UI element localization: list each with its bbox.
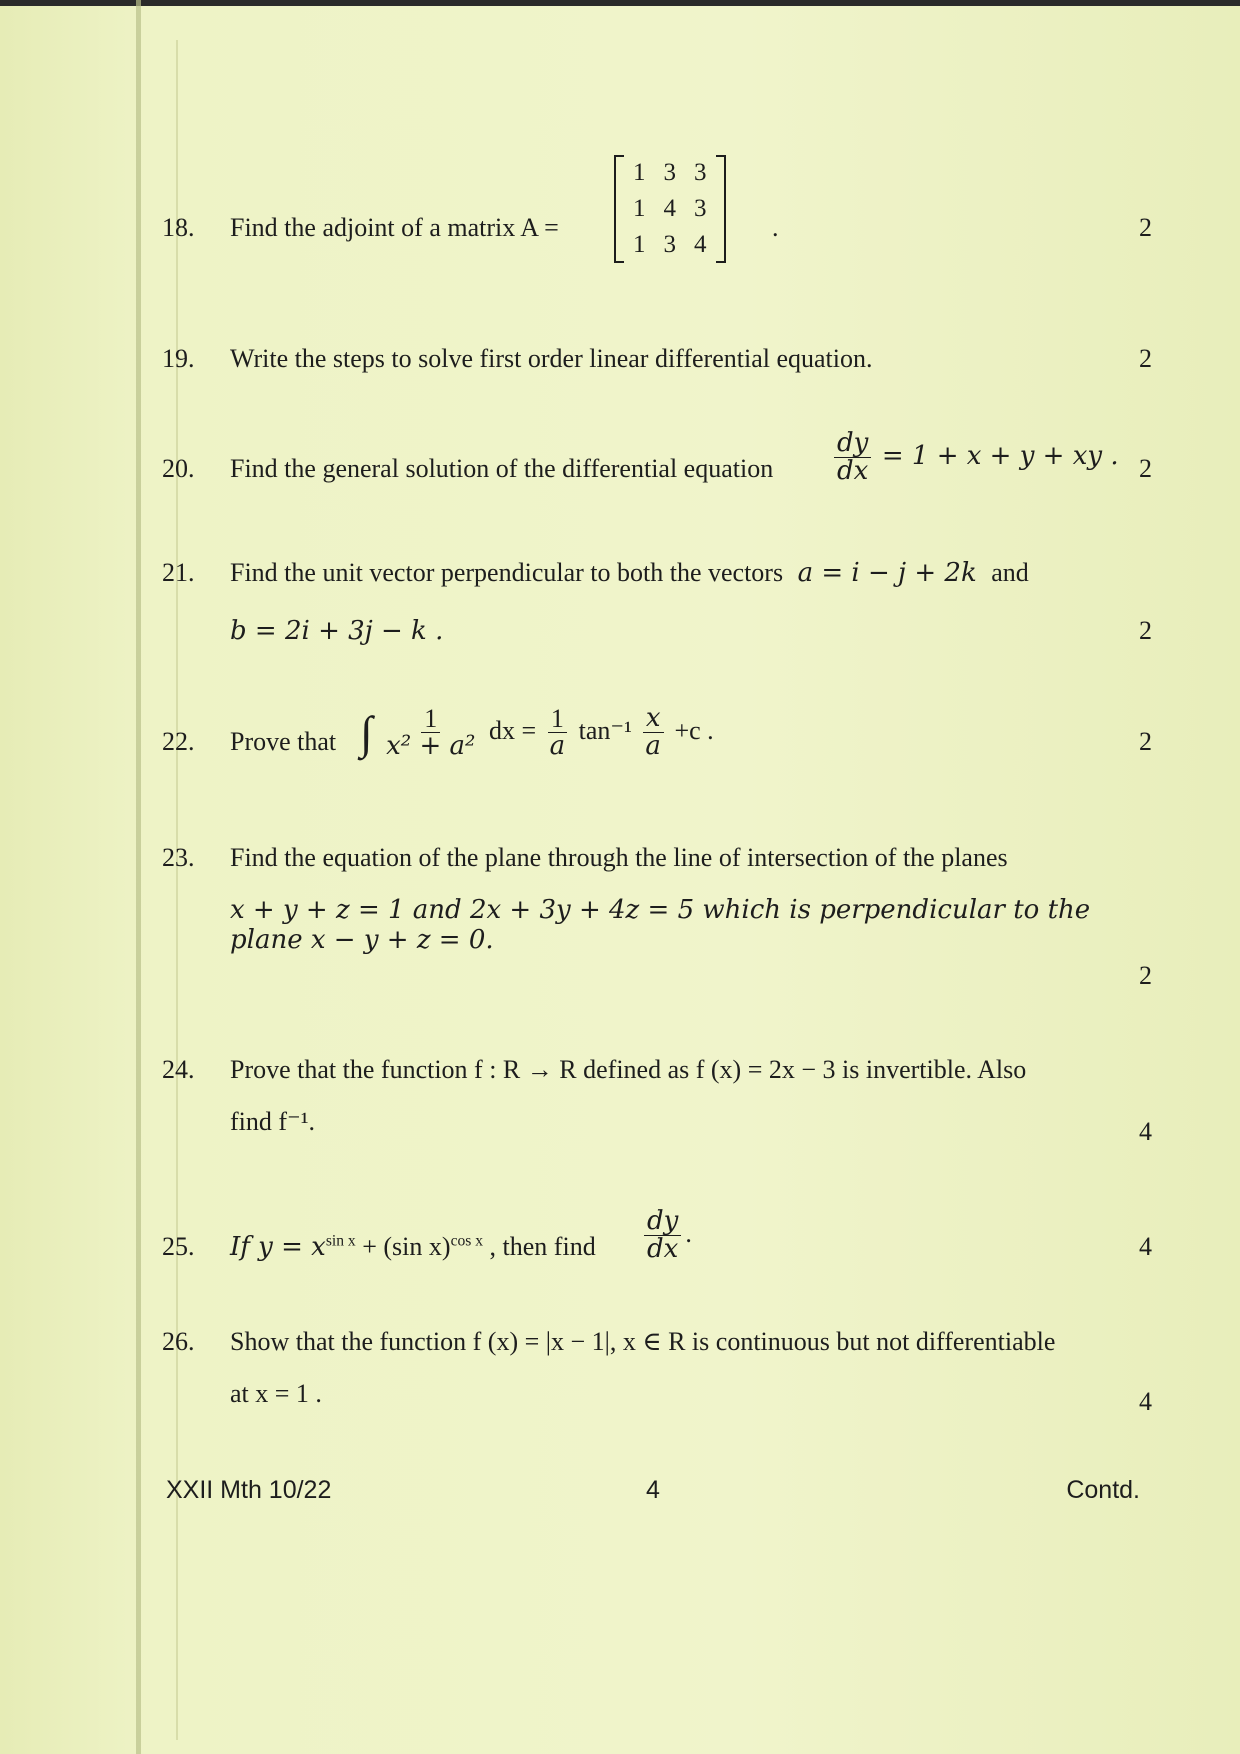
matrix-cell: 4	[663, 195, 676, 222]
question-number: 23.	[162, 843, 195, 872]
question-line-1: Find the equation of the plane through the line of intersection of the planes	[230, 843, 1008, 872]
question-body	[230, 1327, 1152, 1409]
equation-rhs: = 1 + x + y + xy .	[881, 440, 1119, 471]
marks: 2	[1139, 213, 1152, 242]
question-text: Write the steps to solve first order linear differential equation.	[230, 344, 873, 373]
marks: 4	[1139, 1387, 1152, 1416]
vector-b: b = 2i + 3j − k .	[230, 616, 444, 646]
derivative	[640, 1208, 692, 1264]
tan-inverse: tan⁻¹	[578, 715, 632, 745]
question-text	[230, 1232, 596, 1262]
question-line-2: at x = 1 .	[230, 1379, 322, 1408]
integral-sign-icon: ∫	[360, 706, 373, 758]
argument-fraction	[642, 705, 664, 761]
question-19	[162, 344, 1152, 384]
dx-text: dx =	[488, 715, 537, 745]
question-24	[162, 1055, 1152, 1155]
contd-label: Contd.	[1066, 1476, 1140, 1504]
question-text: Find the general solution of the differential equation	[230, 454, 774, 483]
denominator: a	[645, 731, 661, 762]
matrix-cell: 1	[633, 159, 646, 186]
question-line-2: x + y + z = 1 and 2x + 3y + 4z = 5 which is perpendicular to the plane x − y + z = 0.	[230, 895, 1091, 955]
and-word: and	[991, 558, 1029, 587]
denominator: dx	[837, 456, 869, 487]
derivative-fraction	[644, 1208, 681, 1264]
text-part: + (sin x)	[362, 1232, 451, 1261]
numerator: x	[643, 705, 664, 733]
integrand-fraction	[383, 705, 478, 761]
equation	[830, 430, 1119, 486]
page-number: 4	[646, 1476, 660, 1504]
question-21	[162, 558, 1152, 658]
matrix-cell: 3	[694, 195, 707, 222]
marks: 2	[1139, 616, 1152, 645]
question-body	[230, 843, 1152, 955]
question-22	[162, 705, 1152, 775]
question-18	[162, 155, 1152, 265]
question-body	[230, 1055, 1152, 1137]
question-number: 24.	[162, 1055, 195, 1084]
numerator: dy	[834, 430, 871, 458]
question-text: Prove that	[230, 727, 337, 756]
matrix-cell: 4	[694, 231, 707, 258]
integral-expression	[360, 705, 714, 761]
exponent: cos x	[450, 1232, 484, 1250]
binding-line	[136, 0, 141, 1754]
period: .	[685, 1218, 692, 1248]
numerator: dy	[644, 1208, 681, 1236]
question-text: Find the adjoint of a matrix A =	[230, 213, 559, 242]
marks: 2	[1139, 727, 1152, 756]
marks: 2	[1139, 344, 1152, 373]
question-line-2: find f⁻¹.	[230, 1107, 316, 1136]
question-line-1: Show that the function f (x) = |x − 1|, x ∈ R is continuous but not differentiable	[230, 1327, 1056, 1356]
matrix-cell: 3	[694, 159, 707, 186]
exponent: sin x	[325, 1232, 356, 1250]
matrix-cell: 1	[633, 231, 646, 258]
marks: 4	[1139, 1117, 1152, 1146]
question-number: 25.	[162, 1232, 195, 1261]
question-23	[162, 843, 1152, 993]
text-part: If y = x	[230, 1232, 326, 1262]
marks: 4	[1139, 1232, 1152, 1261]
question-body	[230, 558, 1152, 646]
question-number: 20.	[162, 454, 195, 483]
paper-code: XXII Mth 10/22	[166, 1476, 332, 1504]
denominator: a	[549, 731, 566, 762]
question-number: 21.	[162, 558, 195, 587]
denominator: x² + a²	[386, 731, 476, 762]
question-number: 26.	[162, 1327, 195, 1356]
question-25	[162, 1208, 1152, 1278]
numerator: 1	[548, 705, 567, 733]
question-number: 19.	[162, 344, 195, 373]
numerator: 1	[421, 705, 440, 733]
vector-a: a = i − j + 2k	[797, 558, 977, 588]
matrix-table	[624, 155, 716, 263]
page-top-edge	[0, 0, 1240, 6]
matrix-cell: 1	[633, 195, 646, 222]
question-20	[162, 430, 1152, 500]
derivative-fraction	[834, 430, 871, 486]
question-number: 22.	[162, 727, 195, 756]
marks: 2	[1139, 454, 1152, 483]
matrix-cell: 3	[663, 231, 676, 258]
question-line-1: Prove that the function f : R → R defined as f (x) = 2x − 3 is invertible. Also	[230, 1055, 1027, 1084]
question-26	[162, 1327, 1152, 1427]
matrix-a	[614, 155, 726, 263]
denominator: dx	[647, 1234, 679, 1265]
period: .	[772, 213, 779, 242]
marks: 2	[1139, 961, 1152, 990]
coefficient-fraction	[547, 705, 569, 761]
question-number: 18.	[162, 213, 195, 242]
plus-c: +c .	[674, 715, 714, 745]
text-part: , then find	[489, 1232, 596, 1261]
question-text: Find the unit vector perpendicular to both the vectors	[230, 558, 784, 587]
matrix-cell: 3	[663, 159, 676, 186]
